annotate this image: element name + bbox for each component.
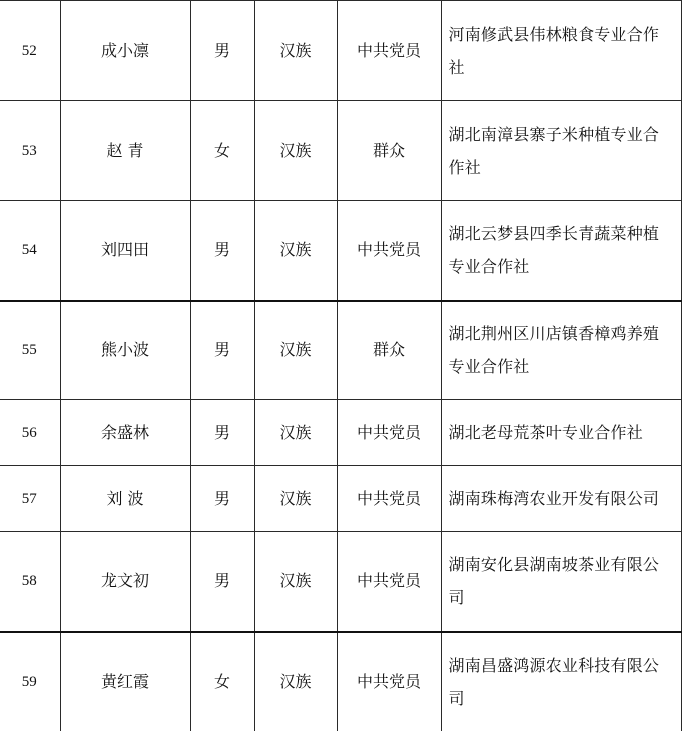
political-status-cell: 群众 <box>337 101 441 201</box>
ethnicity-cell: 汉族 <box>254 301 337 400</box>
ethnicity-cell: 汉族 <box>254 466 337 532</box>
work-unit-cell: 湖南昌盛鸿源农业科技有限公司 <box>441 632 681 731</box>
person-name: 龙文初 <box>60 532 190 632</box>
person-name: 刘 波 <box>60 466 190 532</box>
ethnicity-cell: 汉族 <box>254 632 337 731</box>
political-status-cell: 群众 <box>337 301 441 400</box>
table-row <box>0 1 681 101</box>
work-unit-cell: 河南修武县伟林粮食专业合作社 <box>441 1 681 101</box>
gender-cell: 男 <box>190 532 254 632</box>
work-unit-cell: 湖南珠梅湾农业开发有限公司 <box>441 466 681 532</box>
table-row <box>0 400 681 466</box>
row-number: 59 <box>0 632 60 731</box>
table-row <box>0 466 681 532</box>
gender-cell: 男 <box>190 400 254 466</box>
person-name: 黄红霞 <box>60 632 190 731</box>
table-row <box>0 201 681 301</box>
work-unit-cell: 湖北云梦县四季长青蔬菜种植专业合作社 <box>441 201 681 301</box>
ethnicity-cell: 汉族 <box>254 532 337 632</box>
political-status-cell: 中共党员 <box>337 400 441 466</box>
work-unit-cell: 湖北老母荒茶叶专业合作社 <box>441 400 681 466</box>
gender-cell: 女 <box>190 101 254 201</box>
gender-cell: 男 <box>190 1 254 101</box>
ethnicity-cell: 汉族 <box>254 400 337 466</box>
person-name: 刘四田 <box>60 201 190 301</box>
row-number: 57 <box>0 466 60 532</box>
table-row <box>0 532 681 632</box>
person-name: 余盛林 <box>60 400 190 466</box>
political-status-cell: 中共党员 <box>337 632 441 731</box>
work-unit-cell: 湖北荆州区川店镇香樟鸡养殖专业合作社 <box>441 301 681 400</box>
row-number: 53 <box>0 101 60 201</box>
row-number: 55 <box>0 301 60 400</box>
political-status-cell: 中共党员 <box>337 1 441 101</box>
table-row <box>0 632 681 731</box>
person-name: 赵 青 <box>60 101 190 201</box>
person-name: 成小凛 <box>60 1 190 101</box>
row-number: 54 <box>0 201 60 301</box>
ethnicity-cell: 汉族 <box>254 101 337 201</box>
gender-cell: 男 <box>190 201 254 301</box>
gender-cell: 男 <box>190 466 254 532</box>
gender-cell: 男 <box>190 301 254 400</box>
political-status-cell: 中共党员 <box>337 466 441 532</box>
gender-cell: 女 <box>190 632 254 731</box>
work-unit-cell: 湖南安化县湖南坡茶业有限公司 <box>441 532 681 632</box>
row-number: 56 <box>0 400 60 466</box>
table-row <box>0 101 681 201</box>
political-status-cell: 中共党员 <box>337 532 441 632</box>
political-status-cell: 中共党员 <box>337 201 441 301</box>
ethnicity-cell: 汉族 <box>254 201 337 301</box>
table-row <box>0 301 681 400</box>
work-unit-cell: 湖北南漳县寨子米种植专业合作社 <box>441 101 681 201</box>
ethnicity-cell: 汉族 <box>254 1 337 101</box>
row-number: 52 <box>0 1 60 101</box>
row-number: 58 <box>0 532 60 632</box>
person-name: 熊小波 <box>60 301 190 400</box>
